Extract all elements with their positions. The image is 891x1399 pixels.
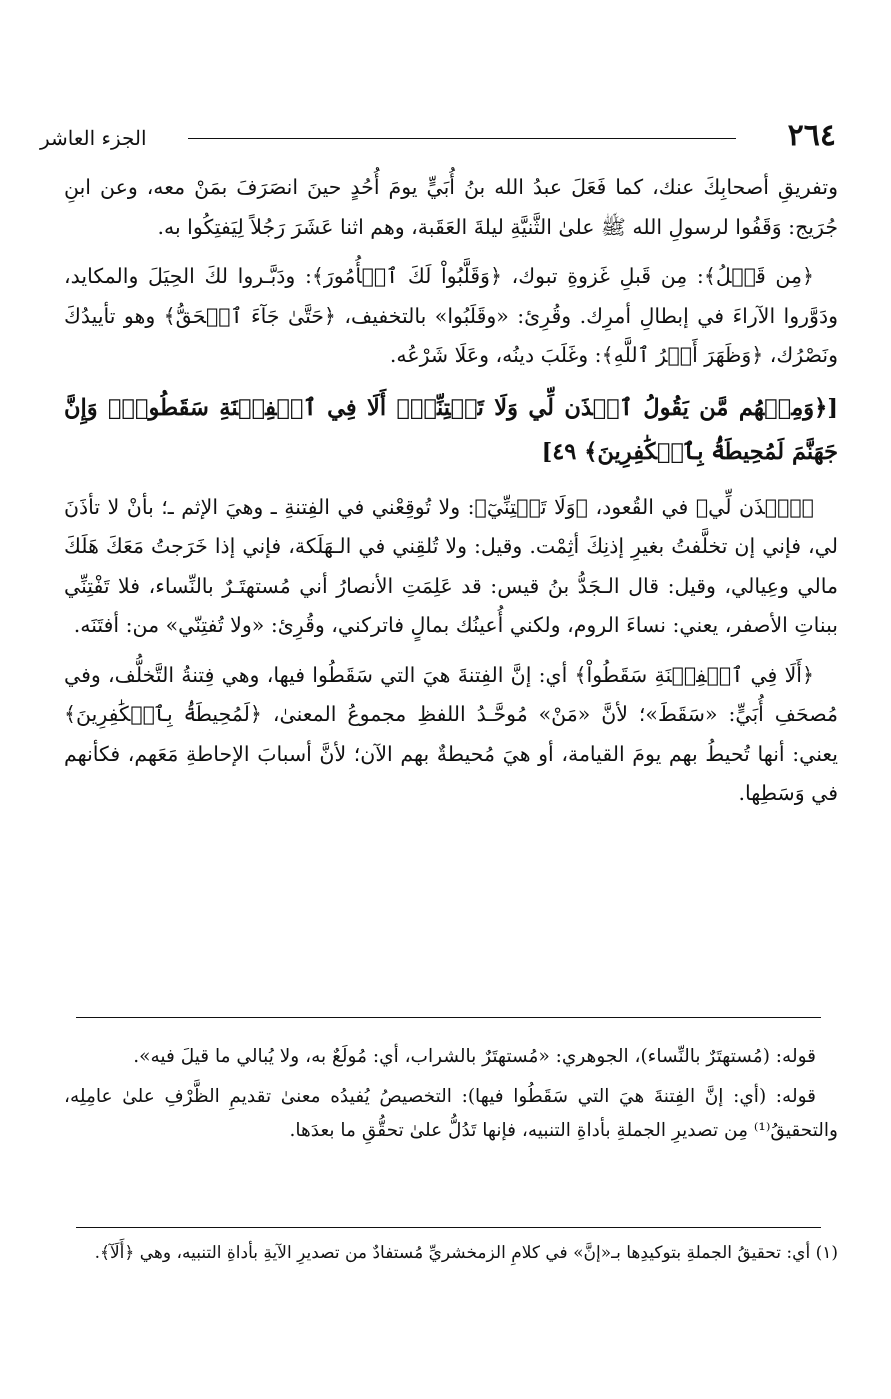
paragraph: ﴿ٱئۡذَن لِّي﴾ في القُعود، ﴿وَلَا تَفۡتِنِّيٓ﴾: ولا تُوقِعْني في الفِتنةِ ـ وهيَ الإثم ـ؛ بأنْ لا تأذَنَ لي، فإني إن تخلَّفتُ بغيرِ إذنِكَ أثِمْت. وقيل: ولا تُلقِني في الـهَلَكة، فإني إذا خَرَجتُ مَعَكَ هَلَكَ مالي وعِيالي، وقيل: قال الـجَدُّ بنُ قيس: قد عَلِمَتِ الأنصارُ أني مُستهتَـرٌ بالنِّساء، فلا تَفْتِنِّي ببناتِ الأصفر، يعني: نساءَ الروم، ولكني أُعينُك بمالٍ فاتركني، وقُرِئ: «ولا تُفتِنّي» من: أفتَنَه.	[64, 494, 838, 637]
page-number: ٢٦٤	[787, 118, 836, 153]
commentary-separator	[76, 1017, 821, 1018]
paragraph: ﴿مِن قَبۡلُ﴾: مِن قَبلِ غَزوةِ تبوك، ﴿وَقَلَّبُواْ لَكَ ٱلۡأُمُورَ﴾: ودَبَّـروا لكَ الحِيَلَ والمكايد، ودَوَّروا الآراءَ في إبطالِ أمرِك. وقُرِئ: «وقَلَبُوا» بالتخفيف، ﴿حَتَّىٰ جَآءَ ٱلۡحَقُّ﴾ وهو تأييدُكَ ونَصْرُك، ﴿وَظَهَرَ أَمۡرُ ٱللَّهِ﴾: وغَلَبَ دينُه، وعَلَا شَرْعُه.	[64, 264, 838, 367]
footnote-separator	[76, 1227, 821, 1228]
quran-verse: [﴿وَمِنۡهُم مَّن يَقُولُ ٱئۡذَن لِّي وَلَا تَفۡتِنِّيٓۚ أَلَا فِي ٱلۡفِتۡنَةِ سَقَطُواْۗ وَإِنَّ جَهَنَّمَ لَمُحِيطَةُۢ بِٱلۡكَٰفِرِينَ﴾ ٤٩]	[64, 394, 838, 465]
commentary-section	[64, 1040, 838, 1154]
paragraph: وتفريقِ أصحابِكَ عنك، كما فَعَلَ عبدُ الله بنُ أُبَيٍّ يومَ أُحُدٍ حينَ انصَرَفَ بمَنْ معه، وعن ابنِ جُرَيج: وَقَفُوا لرسولِ الله ﷺ علىٰ الثَّنيَّةِ ليلةَ العَقَبة، وهم اثنا عَشَرَ رَجُلاً لِيَفتِكُوا به.	[64, 175, 838, 239]
footnote-section	[64, 1238, 838, 1268]
running-header	[40, 118, 836, 158]
main-text	[64, 168, 838, 824]
commentary-paragraph: قوله: (أي: إنَّ الفِتنةَ هيَ التي سَقَطُوا فيها): التخصيصُ يُفيدُه معنىٰ تقديمِ الظَّرْفِ علىٰ عامِلِه، والتحقيقُ⁽¹⁾ مِن تصديرِ الجملةِ بأداةِ التنبيه، فإنها تَدُلُّ علىٰ تحقُّقِ ما بعدَها.	[64, 1086, 838, 1141]
paragraph: ﴿أَلَا فِي ٱلۡفِتۡنَةِ سَقَطُواْ﴾ أي: إنَّ الفِتنةَ هيَ التي سَقَطُوا فيها، وهي فِتنةُ التَّخلُّف، وفي مُصحَفِ أُبَيٍّ: «سَقَطَ»؛ لأنَّ «مَنْ» مُوحَّـدُ اللفظِ مجموعُ المعنىٰ، ﴿لَمُحِيطَةُۢ بِٱلۡكَٰفِرِينَ﴾ يعني: أنها تُحيطُ بهم يومَ القيامة، أو هيَ مُحيطةٌ بهم الآن؛ لأنَّ أسبابَ الإحاطةِ مَعَهم، فكأنهم في وَسَطِها.	[64, 662, 838, 805]
header-rule	[188, 138, 736, 139]
commentary-paragraph: قوله: (مُستهتَرٌ بالنِّساء)، الجوهري: «مُستهتَرٌ بالشراب، أي: مُولَعٌ به، ولا يُبالي ما قيلَ فيه».	[133, 1046, 816, 1067]
part-title: الجزء العاشر	[40, 126, 147, 150]
footnote: (١) أي: تحقيقُ الجملةِ بتوكيدِها بـ«إنَّ» في كلامِ الزمخشريِّ مُستفادٌ من تصديرِ الآيةِ بأداةِ التنبيه، وهي ﴿أَلَآ﴾.	[94, 1243, 838, 1263]
